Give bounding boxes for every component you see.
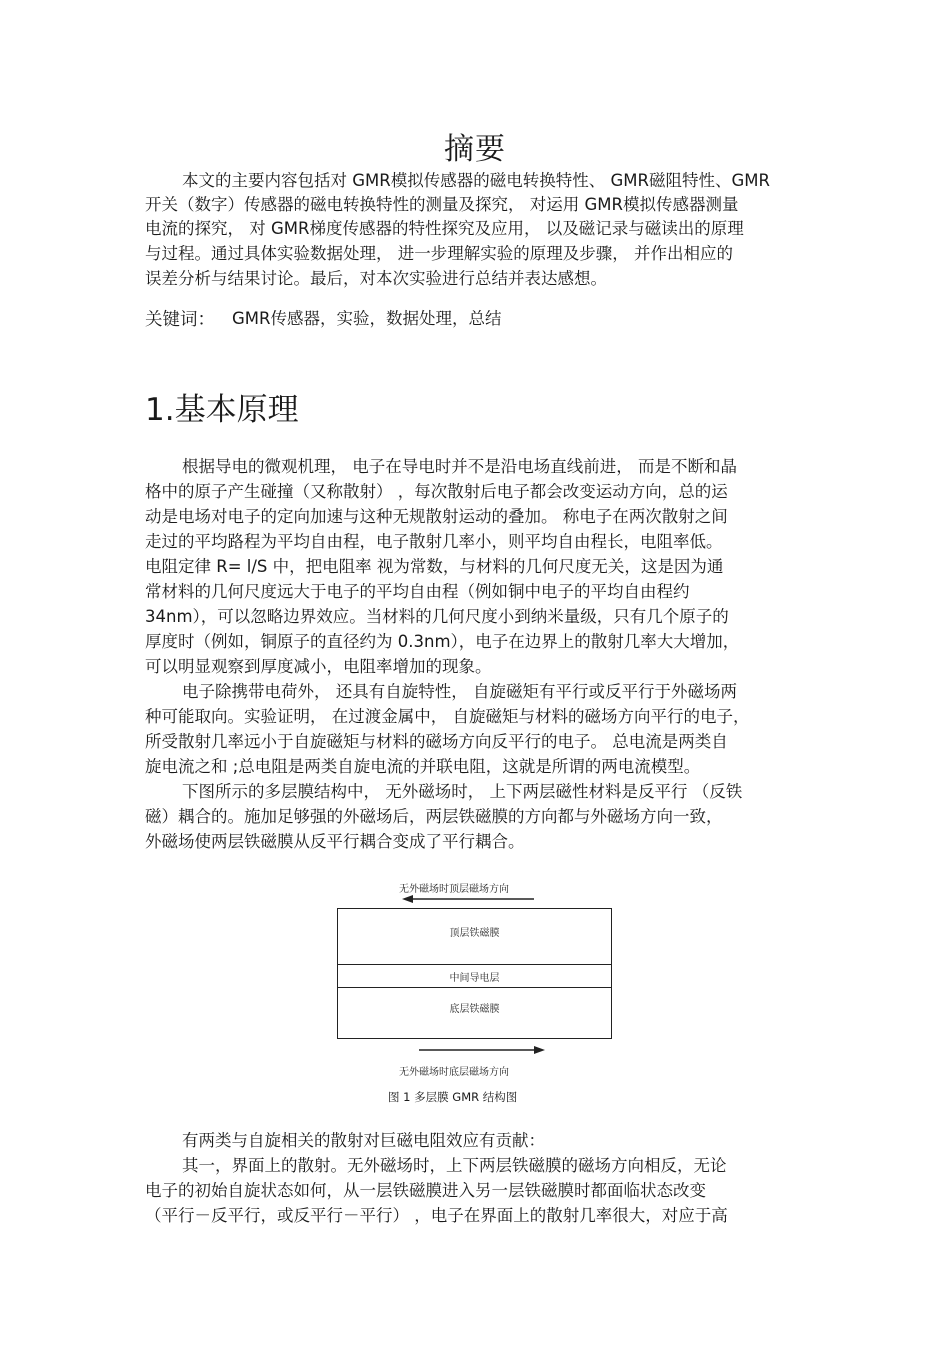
middle-layer — [338, 964, 611, 988]
body-line: 动是电场对电子的定向加速与这种无规散射运动的叠加。 称电子在两次散射之间 — [145, 507, 728, 526]
abstract-line: 电流的探究， 对 GMR梯度传感器的特性探究及应用， 以及磁记录与磁读出的原理 — [145, 219, 744, 238]
body-line: 常材料的几何尺度远大于电子的平均自由程（例如铜中电子的平均自由程约 — [145, 582, 690, 601]
bottom-arrow-label: 无外磁场时底层磁场方向 — [399, 1067, 509, 1078]
body-line: 有两类与自旋相关的散射对巨磁电阻效应有贡献： — [182, 1131, 545, 1150]
body-line: 电子的初始自旋状态如何，从一层铁磁膜进入另一层铁磁膜时都面临状态改变 — [145, 1181, 706, 1200]
keywords: GMR传感器，实验，数据处理，总结 — [232, 309, 502, 328]
body-line: 可以明显观察到厚度减小，电阻率增加的现象。 — [145, 657, 492, 676]
body-line: （平行－反平行，或反平行－平行） ，电子在界面上的散射几率很大，对应于高 — [145, 1206, 728, 1225]
body-line: 34nm），可以忽略边界效应。当材料的几何尺度小到纳米量级，只有几个原子的 — [145, 607, 729, 626]
body-line: 格中的原子产生碰撞（又称散射） ，每次散射后电子都会改变运动方向，总的运 — [145, 482, 728, 501]
body-line: 根据导电的微观机理， 电子在导电时并不是沿电场直线前进， 而是不断和晶 — [182, 457, 737, 476]
top-arrow-label: 无外磁场时顶层磁场方向 — [399, 884, 509, 895]
abstract-line: 误差分析与结果讨论。最后，对本次实验进行总结并表达感想。 — [145, 269, 607, 288]
left-arrow-icon — [400, 893, 535, 905]
abstract-line: 本文的主要内容包括对 GMR模拟传感器的磁电转换特性、 GMR磁阻特性、GMR — [182, 171, 770, 190]
top-layer-label: 顶层铁磁膜 — [449, 928, 500, 939]
body-line: 电阻定律 R= l/S 中，把电阻率 视为常数，与材料的几何尺度无关，这是因为通 — [145, 557, 724, 576]
body-line: 其一，界面上的散射。无外磁场时，上下两层铁磁膜的磁场方向相反，无论 — [182, 1156, 727, 1175]
body-line: 外磁场使两层铁磁膜从反平行耦合变成了平行耦合。 — [145, 832, 525, 851]
body-line: 下图所示的多层膜结构中， 无外磁场时， 上下两层磁性材料是反平行 （反铁 — [182, 782, 743, 801]
section-heading: 1.基本原理 — [145, 392, 299, 428]
body-line: 磁）耦合的。施加足够强的外磁场后，两层铁磁膜的方向都与外磁场方向一致， — [145, 807, 723, 826]
body-line: 种可能取向。实验证明， 在过渡金属中， 自旋磁矩与材料的磁场方向平行的电子， — [145, 707, 750, 726]
body-line: 电子除携带电荷外， 还具有自旋特性， 自旋磁矩有平行或反平行于外磁场两 — [182, 682, 737, 701]
abstract-line: 开关（数字）传感器的磁电转换特性的测量及探究， 对运用 GMR模拟传感器测量 — [145, 195, 739, 214]
body-line: 旋电流之和 ;总电阻是两类自旋电流的并联电阻，这就是所谓的两电流模型。 — [145, 757, 701, 776]
body-line: 走过的平均路程为平均自由程，电子散射几率小，则平均自由程长，电阻率低。 — [145, 532, 723, 551]
body-line: 所受散射几率远小于自旋磁矩与材料的磁场方向反平行的电子。 总电流是两类自 — [145, 732, 728, 751]
middle-layer-label: 中间导电层 — [449, 973, 500, 984]
abstract-line: 与过程。通过具体实验数据处理， 进一步理解实验的原理及步骤， 并作出相应的 — [145, 244, 733, 263]
right-arrow-icon — [418, 1044, 548, 1056]
page-title: 摘要 — [444, 132, 506, 167]
layer-stack — [337, 908, 612, 1039]
figure-caption: 图 1 多层膜 GMR 结构图 — [388, 1090, 518, 1104]
keywords-label: 关键词： — [145, 310, 215, 330]
bottom-layer-label: 底层铁磁膜 — [449, 1004, 500, 1015]
body-line: 厚度时（例如，铜原子的直径约为 0.3nm），电子在边界上的散射几率大大增加， — [145, 632, 740, 651]
